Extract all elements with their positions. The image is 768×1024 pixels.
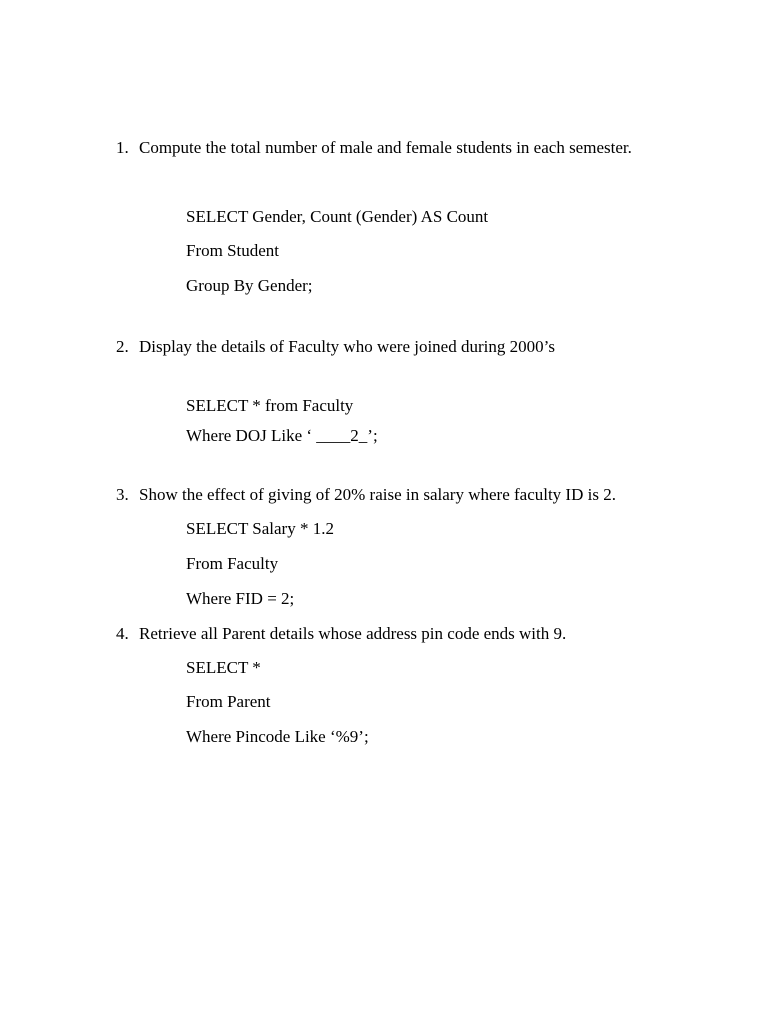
sql-line: Where FID = 2; xyxy=(186,589,295,608)
sql-line: Group By Gender; xyxy=(186,276,313,295)
question-text: Show the effect of giving of 20% raise in salary where faculty ID is 2. xyxy=(139,485,616,504)
question-text: Compute the total number of male and female students in each semester. xyxy=(139,138,632,157)
question-text: Display the details of Faculty who were joined during 2000’s xyxy=(139,337,555,356)
question-number: 3. xyxy=(116,485,129,504)
sql-line: Where DOJ Like ‘ ____2_’; xyxy=(186,426,378,445)
question-number: 1. xyxy=(116,138,129,157)
question-text: Retrieve all Parent details whose address pin code ends with 9. xyxy=(139,624,567,643)
sql-line: Where Pincode Like ‘%9’; xyxy=(186,727,369,746)
sql-line: From Student xyxy=(186,241,280,260)
question-number: 4. xyxy=(116,624,129,643)
sql-line: From Parent xyxy=(186,692,271,711)
sql-line: SELECT Salary * 1.2 xyxy=(186,519,334,538)
sql-line: SELECT Gender, Count (Gender) AS Count xyxy=(186,207,489,226)
sql-line: SELECT * from Faculty xyxy=(186,396,354,415)
question-number: 2. xyxy=(116,337,129,356)
sql-line: SELECT * xyxy=(186,658,261,677)
sql-line: From Faculty xyxy=(186,554,279,573)
